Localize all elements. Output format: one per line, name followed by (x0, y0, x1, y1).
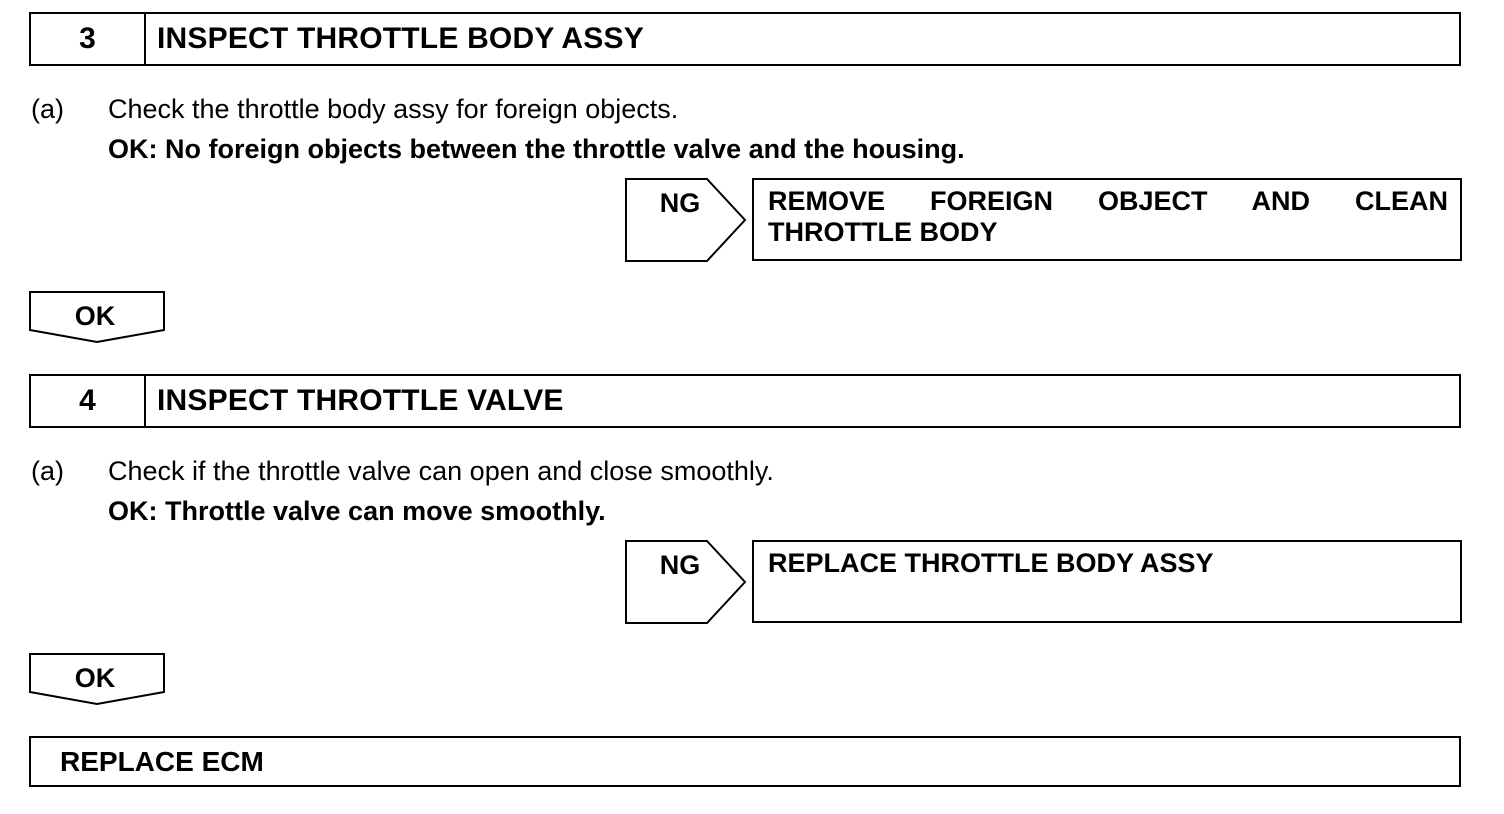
ok-criterion: OK: Throttle valve can move smoothly. (108, 496, 606, 526)
ng-action-line1: REMOVE FOREIGN OBJECT AND CLEAN (768, 186, 1448, 216)
instruction-text: Check the throttle body assy for foreign objects. (108, 94, 679, 124)
item-marker: (a) (31, 456, 64, 486)
ok-label: OK (74, 663, 116, 693)
step-number: 3 (31, 14, 146, 64)
ng-action-line2: THROTTLE BODY (768, 217, 998, 247)
instruction-text: Check if the throttle valve can open and close smoothly. (108, 456, 774, 486)
step-4-header (29, 374, 1461, 428)
final-action-text: REPLACE ECM (60, 745, 264, 777)
ok-criterion: OK: No foreign objects between the throttle valve and the housing. (108, 134, 965, 164)
ng-action-line1: REPLACE THROTTLE BODY ASSY (768, 548, 1214, 578)
step-3-header (29, 12, 1461, 66)
step-title: INSPECT THROTTLE VALVE (157, 384, 564, 417)
ng-action-box (752, 540, 1462, 623)
ng-label: NG (659, 550, 701, 580)
step-title: INSPECT THROTTLE BODY ASSY (157, 22, 644, 55)
ng-label: NG (659, 188, 701, 218)
final-action-box (29, 736, 1461, 787)
ok-label: OK (74, 301, 116, 331)
ng-action-box (752, 178, 1462, 261)
step-number: 4 (31, 376, 146, 426)
item-marker: (a) (31, 94, 64, 124)
